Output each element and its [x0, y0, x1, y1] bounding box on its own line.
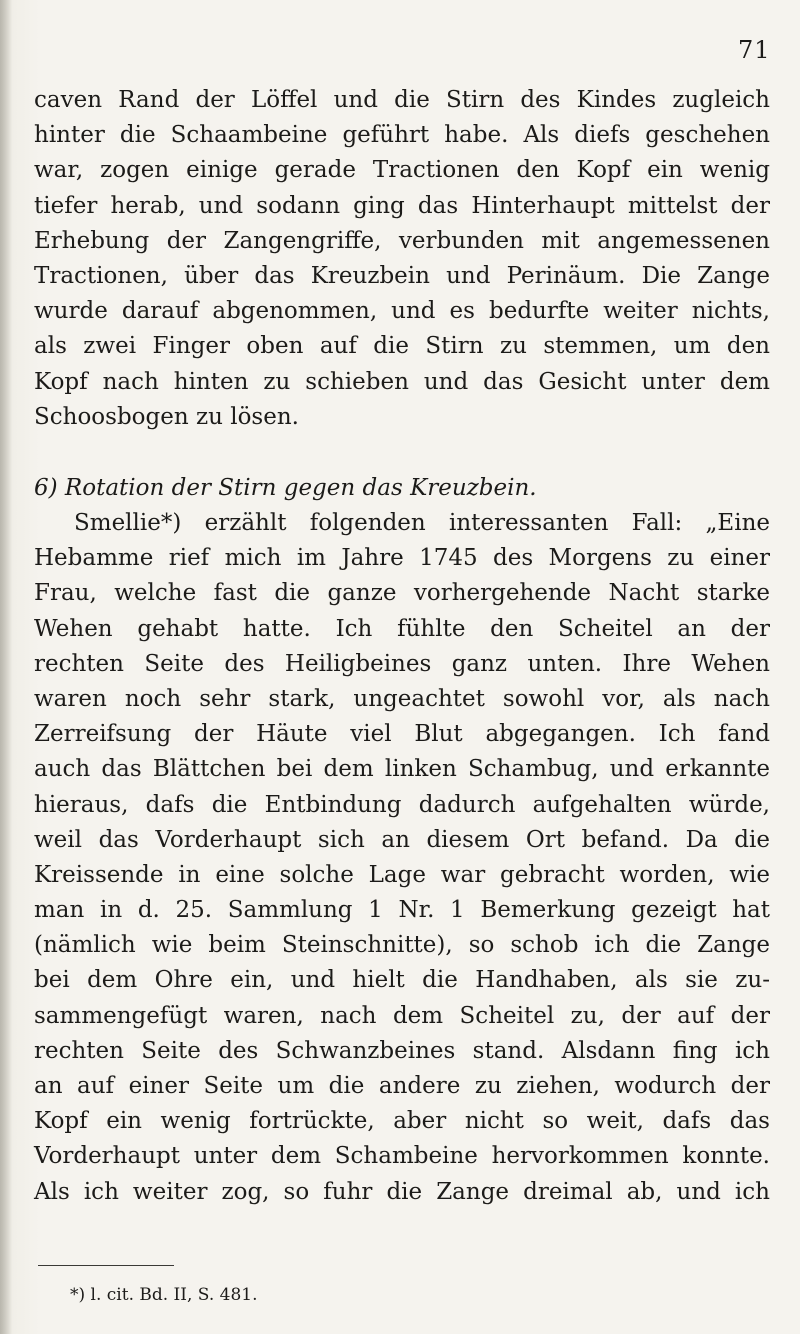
text-line: weil das Vorderhaupt sich an diesem Ort befand. Da die: [34, 826, 770, 853]
page-number: 71: [738, 36, 771, 64]
text-line: auch das Blättchen bei dem linken Schambug, und erkannte: [34, 756, 770, 783]
text-line: caven Rand der Löffel und die Stirn des Kindes zugleich: [34, 87, 770, 113]
text-line: bei dem Ohre ein, und hielt die Handhaben, als sie zu-: [34, 967, 770, 994]
footnote: *) l. cit. Bd. II, S. 481.: [70, 1285, 258, 1305]
text-line: Zerreifsung der Häute viel Blut abgegangen. Ich fand: [34, 721, 770, 748]
text-line: Kreissende in eine solche Lage war gebracht worden, wie: [34, 861, 770, 888]
footnote-rule: [38, 1265, 174, 1266]
text-line: Frau, welche fast die ganze vorhergehende Nacht starke: [34, 580, 770, 607]
text-line: Vorderhaupt unter dem Schambeine hervorkommen konnte.: [34, 1143, 770, 1170]
text-line: als zwei Finger oben auf die Stirn zu stemmen, um den: [34, 333, 770, 360]
text-line: Kopf ein wenig fortrückte, aber nicht so weit, dafs das: [34, 1108, 770, 1135]
text-line: man in d. 25. Sammlung 1 Nr. 1 Bemerkung gezeigt hat: [34, 897, 770, 924]
text-line: rechten Seite des Heiligbeines ganz unten. Ihre Wehen: [34, 650, 770, 677]
text-line: Hebamme rief mich im Jahre 1745 des Morgens zu einer: [34, 545, 770, 572]
text-line: Erhebung der Zangengriffe, verbunden mit angemessenen: [34, 227, 770, 254]
text-line: wurde darauf abgenommen, und es bedurfte weiter nichts,: [34, 298, 770, 325]
paragraph-1: [34, 83, 770, 435]
text-line: Als ich weiter zog, so fuhr die Zange dreimal ab, und ich: [34, 1178, 770, 1205]
binding-shadow: [0, 0, 12, 1334]
text-line: Kopf nach hinten zu schieben und das Gesicht unter dem: [34, 368, 770, 395]
text-line: (nämlich wie beim Steinschnitte), so schob ich die Zange: [34, 932, 770, 959]
paragraph-2: [34, 506, 770, 1210]
text-line: hieraus, dafs die Entbindung dadurch aufgehalten würde,: [34, 791, 770, 818]
text-line: rechten Seite des Schwanzbeines stand. Alsdann fing ich: [34, 1037, 770, 1064]
text-line: Smellie*) erzählt folgenden interessanten Fall: „Eine: [74, 510, 770, 536]
text-line: sammengefügt waren, nach dem Scheitel zu, der auf der: [34, 1002, 770, 1029]
text-line: an auf einer Seite um die andere zu ziehen, wodurch der: [34, 1073, 770, 1099]
text-line: Tractionen, über das Kreuzbein und Perinäum. Die Zange: [34, 262, 770, 289]
text-line: Schoosbogen zu lösen.: [34, 403, 299, 430]
text-line: waren noch sehr stark, ungeachtet sowohl vor, als nach: [34, 685, 770, 712]
text-line: hinter die Schaambeine geführt habe. Als diefs geschehen: [34, 122, 770, 149]
text-line: tiefer herab, und sodann ging das Hinterhaupt mittelst der: [34, 192, 770, 219]
text-line: war, zogen einige gerade Tractionen den Kopf ein wenig: [34, 157, 770, 184]
text-line: Wehen gehabt hatte. Ich fühlte den Scheitel an der: [34, 615, 770, 642]
section-heading: 6) Rotation der Stirn gegen das Kreuzbein.: [34, 475, 537, 501]
